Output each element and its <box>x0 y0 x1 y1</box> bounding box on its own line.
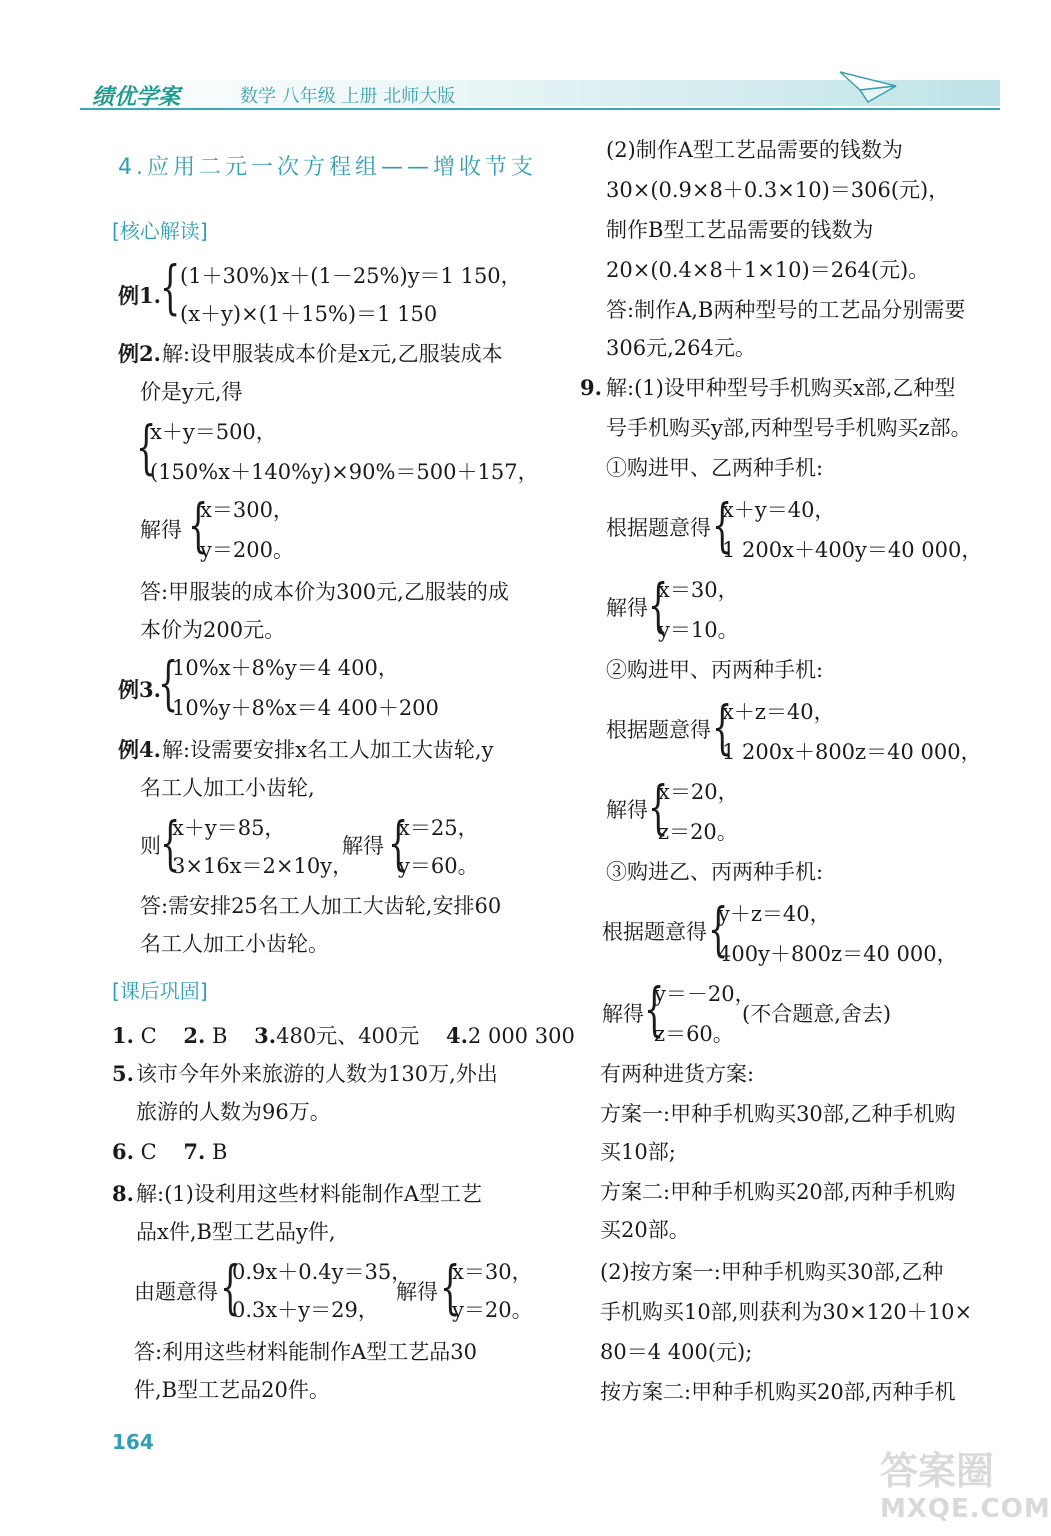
q9-case3-note: (不合题意,舍去) <box>742 1002 892 1026</box>
q9-case3-eq1: y＋z＝40， <box>718 902 831 926</box>
q9-case2: ②购进甲、丙两种手机: <box>606 658 824 682</box>
equation-brace: { <box>220 1253 241 1321</box>
ex4-solve-label: 解得 <box>342 834 384 858</box>
ex2-eq1: x＋y＝500， <box>150 420 277 444</box>
q9-plan1-line1: 方案一:甲种手机购买30部,乙种手机购 <box>600 1102 956 1126</box>
answers-1-4: 1. C 2. B 3.480元、400元 4.2 000 300 <box>112 1023 575 1048</box>
ex2-answer-line2: 本价为200元。 <box>140 618 286 642</box>
example-1-tag: 例1. <box>118 283 161 308</box>
q8-answer-line1: 答:利用这些材料能制作A型工艺品30 <box>134 1340 477 1364</box>
answers-6-7: 6. C 7. B <box>112 1139 228 1164</box>
ex2-answer-line1: 答:甲服装的成本价为300元,乙服装的成 <box>140 580 509 604</box>
example-2-tag: 例2. <box>118 341 161 366</box>
equation-brace: { <box>648 773 669 841</box>
ex4-sol2: y＝60。 <box>398 854 479 878</box>
q9-number: 9. <box>580 375 602 400</box>
q9-case1-sol1: x＝30， <box>658 578 739 602</box>
ex1-eq2: (x＋y)×(1＋15%)＝1 150 <box>180 302 438 326</box>
q9-case1-sol2: y＝10。 <box>658 618 739 642</box>
example-4-tag: 例4. <box>118 737 161 762</box>
equation-brace: { <box>388 809 409 877</box>
q8-sol1: x＝30， <box>452 1260 533 1284</box>
ex4-line2: 名工人加工小齿轮, <box>140 776 315 800</box>
section-title: 4.应用二元一次方程组——增收节支 <box>118 155 537 180</box>
equation-brace: { <box>712 693 733 761</box>
q8-line2: 品x件,B型工艺品y件, <box>136 1220 336 1244</box>
ex3-eq2: 10%y＋8%x＝4 400＋200 <box>172 696 439 720</box>
q8-part2-line2: 30×(0.9×8＋0.3×10)＝306(元)， <box>606 178 950 202</box>
q9-case3-sol1: y＝－20， <box>654 982 756 1006</box>
q9-plan2-line2: 买20部。 <box>600 1218 690 1242</box>
q8-sol2: y＝20。 <box>452 1298 533 1322</box>
ex4-answer-line2: 名工人加工小齿轮。 <box>140 932 329 956</box>
equation-brace: { <box>644 975 665 1043</box>
ex2-line1: 解:设甲服装成本价是x元,乙服装成本 <box>162 342 503 366</box>
paper-plane-icon <box>838 68 898 104</box>
q9-case3: ③购进乙、丙两种手机: <box>606 860 824 884</box>
q9-case2-solve-label: 解得 <box>606 798 648 822</box>
watermark-logo: 答案圈 <box>880 1449 995 1493</box>
after-class-label: [课后巩固] <box>112 979 208 1003</box>
core-reading-label: [核心解读] <box>112 219 208 243</box>
ex2-solve-label: 解得 <box>140 518 182 542</box>
q9-case3-sol2: z＝60。 <box>654 1022 734 1046</box>
q9-case1-eq2: 1 200x＋400y＝40 000， <box>722 538 983 562</box>
q9-case3-eq2: 400y＋800z＝40 000， <box>718 942 958 966</box>
ex4-sol1: x＝25， <box>398 816 479 840</box>
q8-eq2: 0.3x＋y＝29， <box>232 1298 379 1322</box>
q9-case2-eq2: 1 200x＋800z＝40 000， <box>722 740 982 764</box>
ex4-answer-line1: 答:需安排25名工人加工大齿轮,安排60 <box>140 894 502 918</box>
q9-case2-sol2: z＝20。 <box>658 820 738 844</box>
q9-case2-sol1: x＝20， <box>658 780 739 804</box>
q8-line1: 解:(1)设利用这些材料能制作A型工艺 <box>136 1182 482 1206</box>
q9-plan2-line1: 方案二:甲种手机购买20部,丙种手机购 <box>600 1180 956 1204</box>
q8-number: 8. <box>112 1181 134 1206</box>
q9-case1-label: 根据题意得 <box>606 516 711 540</box>
q8-solve-label: 解得 <box>396 1280 438 1304</box>
example-3-tag: 例3. <box>118 677 161 702</box>
q9-part2-line2: 手机购买10部,则获利为30×120＋10× <box>600 1300 973 1324</box>
watermark-url: MXQE.COM <box>880 1494 1051 1524</box>
equation-brace: { <box>158 649 179 717</box>
equation-brace: { <box>136 413 157 481</box>
q8-part2-line4: 20×(0.4×8＋1×10)＝264(元)。 <box>606 258 930 282</box>
q5-number: 5. <box>112 1061 134 1086</box>
q9-part2-line3: 80＝4 400(元); <box>600 1340 753 1364</box>
q9-plan1-line2: 买10部; <box>600 1140 676 1164</box>
ex2-sol1: x＝300， <box>200 498 294 522</box>
q8-part2-line5: 答:制作A,B两种型号的工艺品分别需要 <box>606 298 966 322</box>
equation-brace: { <box>708 895 729 963</box>
equation-brace: { <box>160 809 181 877</box>
q9-part2-line1: (2)按方案一:甲种手机购买30部,乙种 <box>600 1260 944 1284</box>
q8-answer-line2: 件,B型工艺品20件。 <box>134 1378 330 1402</box>
brand-name: 绩优学案 <box>92 85 181 110</box>
page-number: 164 <box>112 1430 154 1454</box>
q9-case2-eq1: x＋z＝40， <box>722 700 835 724</box>
q8-part2-line3: 制作B型工艺品需要的钱数为 <box>606 218 874 242</box>
q9-plans-intro: 有两种进货方案: <box>600 1062 755 1086</box>
equation-brace: { <box>648 571 669 639</box>
q8-part2-line1: (2)制作A型工艺品需要的钱数为 <box>606 138 903 162</box>
ex4-eq1: x＋y＝85， <box>172 816 286 840</box>
q9-line1: 解:(1)设甲种型号手机购买x部,乙种型 <box>606 376 956 400</box>
ex1-eq1: (1＋30%)x＋(1－25%)y＝1 150， <box>180 264 522 288</box>
q8-given-label: 由题意得 <box>134 1280 218 1304</box>
ex4-line1: 解:设需要安排x名工人加工大齿轮,y <box>162 738 494 762</box>
q8-eq1: 0.9x＋0.4y＝35， <box>232 1260 413 1284</box>
equation-brace: { <box>440 1253 461 1321</box>
ex2-sol2: y＝200。 <box>200 538 294 562</box>
q9-case2-label: 根据题意得 <box>606 718 711 742</box>
equation-brace: { <box>188 491 209 559</box>
q9-case1: ①购进甲、乙两种手机: <box>606 456 824 480</box>
ex2-line2: 价是y元,得 <box>140 380 243 404</box>
ex2-eq2: (150%x＋140%y)×90%＝500＋157， <box>150 460 539 484</box>
equation-brace: { <box>712 491 733 559</box>
q5-line2: 旅游的人数为96万。 <box>136 1100 331 1124</box>
q5-line1: 该市今年外来旅游的人数为130万,外出 <box>136 1062 498 1086</box>
ex4-then: 则 <box>140 834 161 858</box>
q9-case3-solve-label: 解得 <box>602 1002 644 1026</box>
q9-case3-label: 根据题意得 <box>602 920 707 944</box>
ex3-eq1: 10%x＋8%y＝4 400， <box>172 656 399 680</box>
header-subject: 数学 八年级 上册 北师大版 <box>240 86 456 107</box>
q8-part2-line6: 306元,264元。 <box>606 336 756 360</box>
q9-case1-eq1: x＋y＝40， <box>722 498 836 522</box>
ex4-eq2: 3×16x＝2×10y， <box>172 854 354 878</box>
equation-brace: { <box>160 253 181 321</box>
q9-case1-solve-label: 解得 <box>606 596 648 620</box>
q9-part2-line4: 按方案二:甲种手机购买20部,丙种手机 <box>600 1380 956 1404</box>
q9-line2: 号手机购买y部,丙种型号手机购买z部。 <box>606 416 972 440</box>
header-rule <box>80 108 1000 110</box>
